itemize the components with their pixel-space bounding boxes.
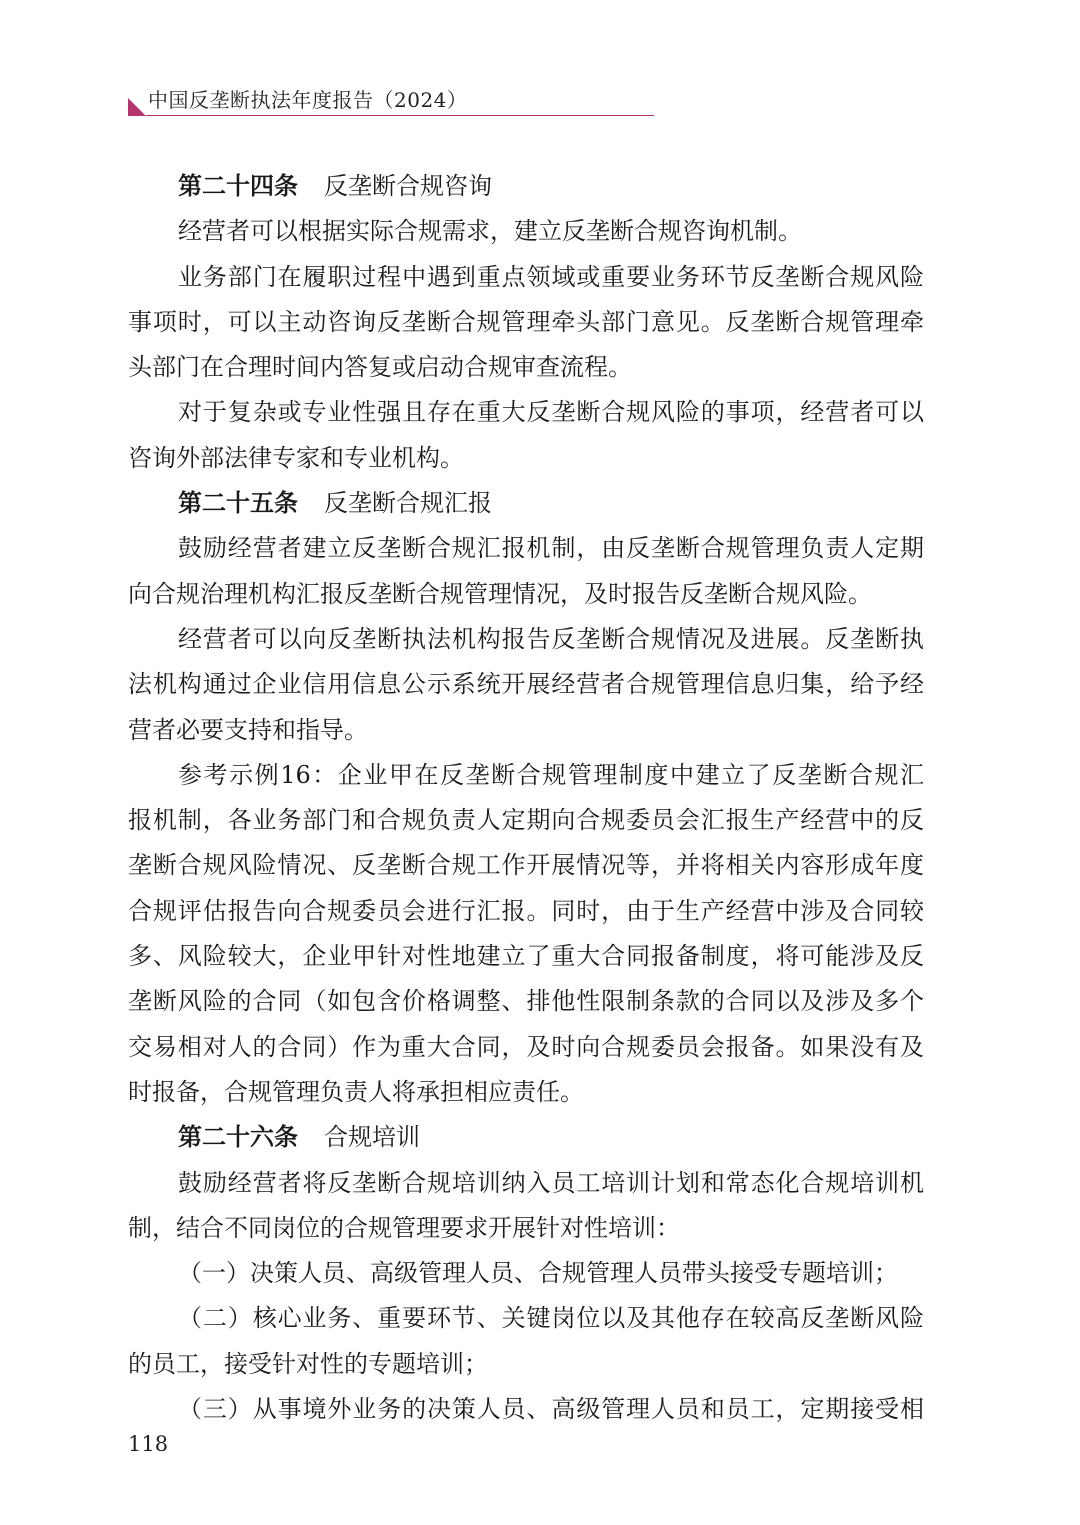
list-item-line: （一）决策人员、高级管理人员、合规管理人员带头接受专题培训； xyxy=(178,1259,898,1288)
paragraph-line: 制，结合不同岗位的合规管理要求开展针对性培训： xyxy=(128,1213,680,1242)
example-paragraph-line: 垄断风险的合同（如包含价格调整、排他性限制条款的合同以及涉及多个 xyxy=(128,987,924,1016)
paragraph-line: 法机构通过企业信用信息公示系统开展经营者合规管理信息归集，给予经 xyxy=(128,670,924,699)
example-paragraph-line: 交易相对人的合同）作为重大合同，及时向合规委员会报备。如果没有及 xyxy=(128,1032,924,1061)
paragraph-line: 业务部门在履职过程中遇到重点领域或重要业务环节反垄断合规风险 xyxy=(178,262,924,291)
example-paragraph-line: 合规评估报告向合规委员会进行汇报。同时，由于生产经营中涉及合同较 xyxy=(128,896,924,925)
list-item-line: （三）从事境外业务的决策人员、高级管理人员和员工，定期接受相 xyxy=(178,1395,924,1424)
paragraph-line: 咨询外部法律专家和专业机构。 xyxy=(128,443,464,472)
article-title: 合规培训 xyxy=(324,1123,420,1152)
paragraph-line: 事项时，可以主动咨询反垄断合规管理牵头部门意见。反垄断合规管理牵 xyxy=(128,307,924,336)
article-number: 第二十四条 xyxy=(178,172,298,200)
paragraph-line: 经营者可以根据实际合规需求，建立反垄断合规咨询机制。 xyxy=(178,217,802,246)
article-number: 第二十五条 xyxy=(178,489,298,518)
list-item-line: （二）核心业务、重要环节、关键岗位以及其他存在较高反垄断风险 xyxy=(178,1304,924,1333)
article-title: 反垄断合规咨询 xyxy=(324,172,492,200)
header-title: 中国反垄断执法年度报告（2024） xyxy=(148,88,468,112)
running-header xyxy=(128,86,654,118)
article-24-heading xyxy=(128,164,924,209)
body-text xyxy=(128,164,924,1432)
example-paragraph-line: 报机制，各业务部门和合规负责人定期向合规委员会汇报生产经营中的反 xyxy=(128,806,924,835)
paragraph-line: 营者必要支持和指导。 xyxy=(128,715,368,744)
article-number: 第二十六条 xyxy=(178,1123,298,1152)
example-paragraph-line: 垄断合规风险情况、反垄断合规工作开展情况等，并将相关内容形成年度 xyxy=(128,851,924,880)
paragraph-line: 经营者可以向反垄断执法机构报告反垄断合规情况及进展。反垄断执 xyxy=(178,624,924,653)
example-paragraph-line: 时报备，合规管理负责人将承担相应责任。 xyxy=(128,1077,584,1106)
article-title: 反垄断合规汇报 xyxy=(324,489,492,518)
paragraph-line: 向合规治理机构汇报反垄断合规管理情况，及时报告反垄断合规风险。 xyxy=(128,579,872,608)
article-26-heading xyxy=(128,1115,924,1160)
paragraph-line: 对于复杂或专业性强且存在重大反垄断合规风险的事项，经营者可以 xyxy=(178,398,924,427)
list-item-line: 的员工，接受针对性的专题培训； xyxy=(128,1349,488,1378)
page-number: 118 xyxy=(128,1432,169,1456)
header-rule xyxy=(146,115,654,116)
paragraph-line: 鼓励经营者将反垄断合规培训纳入员工培训计划和常态化合规培训机 xyxy=(178,1168,924,1197)
example-paragraph-line: 参考示例16：企业甲在反垄断合规管理制度中建立了反垄断合规汇 xyxy=(178,760,924,789)
article-25-heading xyxy=(128,481,924,526)
example-paragraph-line: 多、风险较大，企业甲针对性地建立了重大合同报备制度，将可能涉及反 xyxy=(128,942,924,971)
header-triangle-mark xyxy=(128,98,146,116)
paragraph-line: 鼓励经营者建立反垄断合规汇报机制，由反垄断合规管理负责人定期 xyxy=(178,534,924,563)
paragraph-line: 头部门在合理时间内答复或启动合规审查流程。 xyxy=(128,353,632,382)
